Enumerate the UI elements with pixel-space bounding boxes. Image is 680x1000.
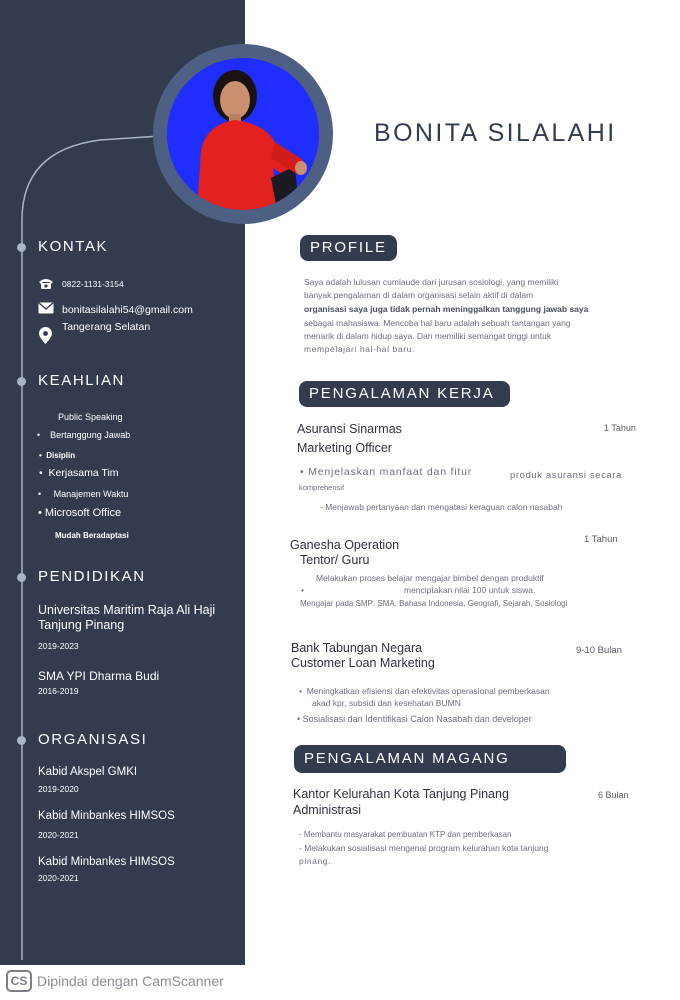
skill-item: • Disiplin: [39, 451, 76, 460]
organization-years: 2019-2020: [38, 784, 79, 794]
job-company: Asuransi Sinarmas: [297, 422, 402, 436]
education-school: Universitas Maritim Raja Ali Haji: [38, 603, 216, 617]
organization-years: 2020-2021: [38, 830, 79, 840]
job-position: Tentor/ Guru: [300, 553, 370, 567]
contact-title: KONTAK: [38, 238, 109, 255]
avatar: [167, 58, 319, 210]
internship-desc: - Melakukan sosialisasi mengenai program kelurahan kota tanjung: [299, 843, 549, 853]
phone-icon: [38, 277, 54, 289]
education-years: 2019-2023: [38, 641, 79, 651]
camscanner-watermark: [6, 967, 224, 995]
job-company: Ganesha Operation: [290, 538, 400, 552]
internship-title: PENGALAMAN MAGANG: [294, 745, 566, 773]
contact-phone: 0822-1131-3154: [62, 279, 124, 289]
job-duration: 9-10 Bulan: [576, 645, 622, 656]
skill-item: Public Speaking: [58, 412, 123, 422]
internship-desc: - Membantu masyarakat pembuatan KTP dan pemberkasan: [299, 830, 512, 839]
skill-item: • Manajemen Waktu: [38, 489, 129, 499]
internship-position: Administrasi: [293, 803, 362, 817]
profile-title: PROFILE: [300, 235, 397, 261]
profile-line: mempelajari hal-hal baru.: [304, 344, 415, 354]
organization-role: Kabid Akspel GMKI: [38, 766, 138, 778]
profile-line: menarik di dalam hidup saya. Dan memiliki semangat tinggi untuk: [304, 331, 552, 341]
work-title: PENGALAMAN KERJA: [299, 381, 510, 407]
internship-company: Kantor Kelurahan Kota Tanjung Pinang: [293, 787, 509, 801]
job-desc: komprehensif: [299, 483, 345, 492]
job-duration: 1 Tahun: [604, 423, 636, 433]
education-school: SMA YPI Dharma Budi: [38, 669, 160, 683]
skill-item: Mudah Beradaptasi: [55, 531, 129, 540]
job-position: Customer Loan Marketing: [291, 656, 435, 670]
organization-title: ORGANISASI: [38, 731, 148, 748]
profile-line: organisasi saya juga tidak pernah meninggalkan tanggung jawab saya: [304, 304, 589, 314]
internship-desc: pinang.: [299, 856, 332, 866]
job-desc: • Sosialisasi dan Identifikasi Calon Nasabah dan developer: [297, 714, 532, 724]
skill-item: • Bertanggung Jawab: [37, 430, 131, 440]
education-title: PENDIDIKAN: [38, 568, 146, 585]
job-desc: • menciptakan nilai 100 untuk siswa.: [301, 585, 536, 595]
contact-location: Tangerang Selatan: [62, 321, 151, 333]
education-school: Tanjung Pinang: [38, 618, 125, 632]
skill-item: • Kerjasama Tim: [39, 467, 119, 479]
timeline-dot: [17, 736, 26, 745]
skills-title: KEAHLIAN: [38, 372, 125, 389]
job-company: Bank Tabungan Negara: [291, 641, 423, 655]
job-desc: • Menjelaskan manfaat dan fitur: [300, 466, 473, 478]
education-years: 2016-2019: [38, 686, 79, 696]
organization-years: 2020-2021: [38, 873, 79, 883]
person-photo-icon: [167, 58, 319, 210]
job-position: Marketing Officer: [297, 441, 392, 455]
timeline-dot: [17, 243, 26, 252]
job-desc: Mengajar pada SMP: SMA, Bahasa Indonesia, Geografi, Sejarah, Sosiologi: [300, 599, 568, 608]
job-desc: - Menjawab pertanyaan dan mengatasi keraguan calon nasabah: [320, 502, 563, 512]
job-desc: akad kpr, subsidi dan kesehatan BUMN: [312, 698, 461, 708]
organization-role: Kabid Minbankes HIMSOS: [38, 856, 175, 868]
email-icon: [38, 302, 54, 314]
location-pin-icon: [39, 327, 52, 344]
skill-item: • Microsoft Office: [38, 507, 122, 519]
profile-line: Saya adalah lulusan cumlaude dari jurusan sosiologi, yang memiliki: [304, 277, 559, 287]
timeline-dot: [17, 573, 26, 582]
internship-duration: 6 Bulan: [598, 790, 629, 800]
profile-line: banyak pengalaman di dalam organisasi selain aktif di dalam: [304, 290, 534, 300]
job-desc: • Meningkatkan efisiensi dan efektivitas operasional pemberkasan: [299, 686, 550, 696]
job-desc: Melakukan proses belajar mengajar bimbel dengan produktif: [316, 573, 544, 583]
profile-line: sebagai mahasiswa. Mencoba hal baru adalah sebuah tantangan yang: [304, 318, 571, 328]
camscanner-text: Dipindai dengan CamScanner: [37, 973, 224, 989]
job-duration: 1 Tahun: [584, 534, 618, 545]
camscanner-logo: CS: [6, 970, 32, 992]
contact-email: bonitasilalahi54@gmail.com: [62, 304, 193, 316]
job-desc: produk asuransi secara: [510, 470, 622, 481]
candidate-name: BONITA SILALAHI: [374, 119, 617, 147]
timeline-dot: [17, 377, 26, 386]
organization-role: Kabid Minbankes HIMSOS: [38, 810, 175, 822]
